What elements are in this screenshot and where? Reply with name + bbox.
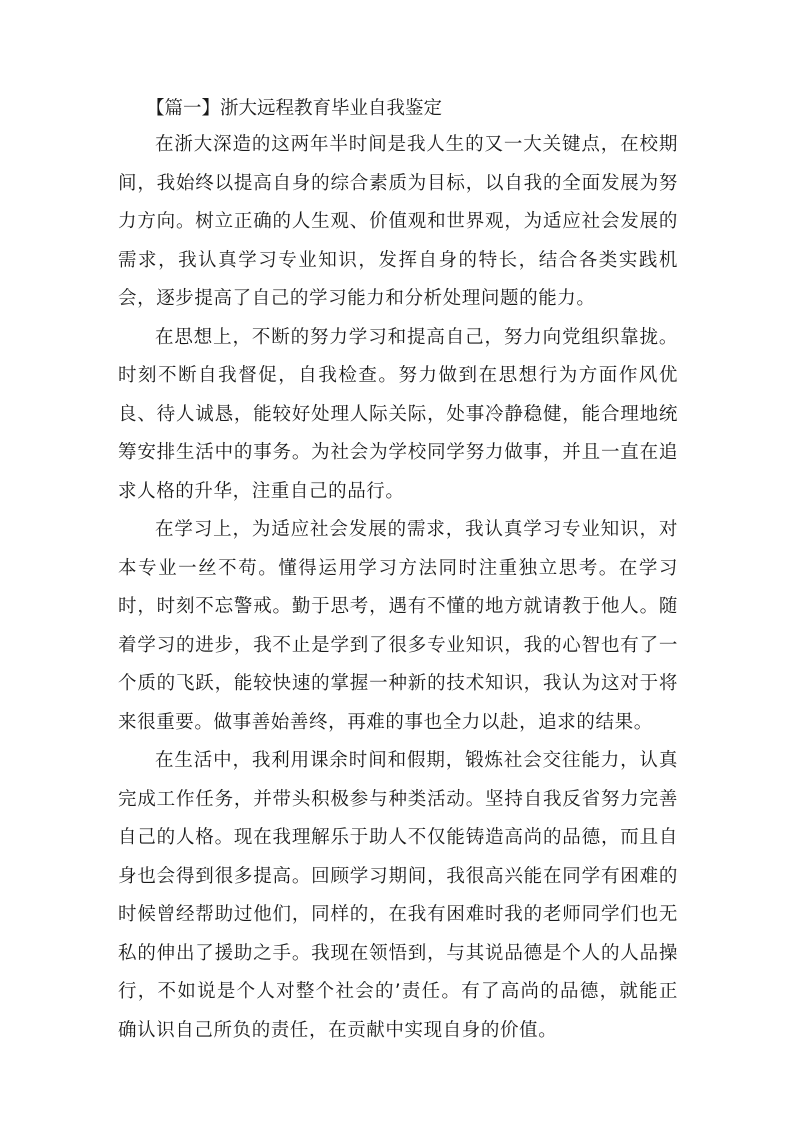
document-body: [118, 92, 678, 1050]
paragraph-study: 在学习上，为适应社会发展的需求，我认真学习专业知识，对本专业一丝不苟。懂得运用学习方法同时注重独立思考。在学习时，时刻不忘警戒。勤于思考，遇有不懂的地方就请教于他人。随着学习的进步，我不止是学到了很多专业知识，我的心智也有了一个质的飞跃，能较快速的掌握一种新的技术知识，我认为这对于将来很重要。做事善始善终，再难的事也全力以赴，追求的结果。: [118, 519, 678, 733]
paragraph-life: 在生活中，我利用课余时间和假期，锻炼社会交往能力，认真完成工作任务，并带头积极参与种类活动。坚持自我反省努力完善自己的人格。现在我理解乐于助人不仅能铸造高尚的品德，而且自身也会得到很多提高。回顾学习期间，我很高兴能在同学有困难的时候曾经帮助过他们，同样的，在我有困难时我的老师同学们也无私的伸出了援助之手。我现在领悟到，与其说品德是个人的人品操行，不如说是个人对整个社会的’责任。有了高尚的品德，就能正确认识自己所负的责任，在贡献中实现自身的价值。: [118, 750, 678, 1041]
paragraph-intro: 在浙大深造的这两年半时间是我人生的又一大关键点，在校期间，我始终以提高自身的综合素质为目标，以自我的全面发展为努力方向。树立正确的人生观、价值观和世界观，为适应社会发展的需求，我认真学习专业知识，发挥自身的特长，结合各类实践机会，逐步提高了自己的学习能力和分析处理问题的能力。: [118, 134, 678, 309]
document-title: 【篇一】浙大远程教育毕业自我鉴定: [146, 98, 443, 119]
paragraph-thought: 在思想上，不断的努力学习和提高自己，努力向党组织靠拢。时刻不断自我督促，自我检查。努力做到在思想行为方面作风优良、待人诚恳，能较好处理人际关际，处事冷静稳健，能合理地统筹安排生活中的事务。为社会为学校同学努力做事，并且一直在追求人格的升华，注重自己的品行。: [118, 326, 678, 502]
